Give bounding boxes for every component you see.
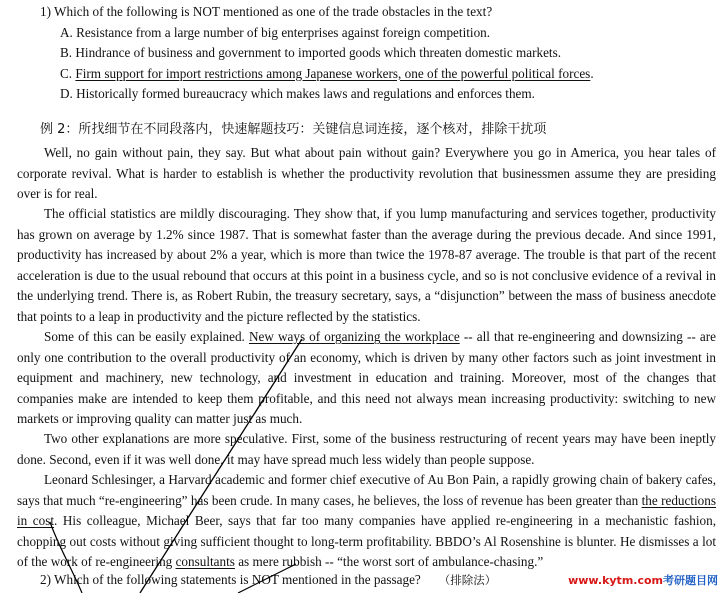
paragraph-5 [17, 470, 716, 573]
paragraph-3-rest: -- all that re-engineering and downsizing -- are only one contribution to the overall productivity of an economy, which is driven by many other factors such as joint investment in equipment and machinery, new technology, and investment in education and training. Moreover, most of the changes that companies make are intended to keep them profitable, and this need not always mean increasing productivity: switching to new markets or improving quality can matter just as much. [17, 329, 716, 427]
underlined-phrase-workplace: New ways of organizing the workplace [248, 329, 460, 344]
option-d: D. Historically formed bureaucracy which makes laws and regulations and enforces them. [60, 86, 535, 101]
example-heading: 例 2：所找细节在不同段落内，快速解题技巧：关键信息词连接，逐个核对，排除干扰项 [40, 122, 547, 137]
option-c-suffix: . [590, 65, 594, 81]
option-c [60, 64, 594, 85]
paragraph-4: Two other explanations are more speculative. First, some of the business restructuring of recent years may have been ineptly done. Second, even if it was well done, it may have spread much less widely than people suppose. [17, 431, 716, 467]
paragraph-3 [17, 327, 716, 430]
option-c-prefix: C. [60, 65, 76, 81]
paragraph-5-part-b: . His colleague, Michael Beer, says that far too many companies have applied re-engineering in a mechanistic fashion, chopping out costs without giving sufficient thought to long-term profitability. BBDO’s Al Rosenshine is blunter. He dismisses a lot of the work of re-engineering [17, 513, 716, 570]
paragraph-5-part-c: as mere rubbish -- “the worst sort of ambulance-chasing.” [234, 554, 544, 570]
question-1-stem: 1) Which of the following is NOT mentioned as one of the trade obstacles in the text? [40, 4, 493, 19]
underlined-word-consultants: consultants [175, 554, 235, 570]
question-2-hint: （排除法） [438, 573, 497, 587]
paragraph-2: The official statistics are mildly discouraging. They show that, if you lump manufacturing and services together, productivity has grown on average by 1.2% since 1987. That is somewhat faster than the average during the previous decade. And since 1991, productivity has increased by about 2% a year, which is more than twice the 1978-87 average. The trouble is that part of the recent acceleration is due to the usual rebound that occurs at this point in a business cycle, and so is not conclusive evidence of a revival in the underlying trend. There is, as Robert Rubin, the treasury secretary, says, a “disjunction” between the mass of business anecdote that points to a leap in productivity and the picture reflected by the statistics. [17, 206, 716, 324]
option-c-underlined: Firm support for import restrictions among Japanese workers, one of the powerful political forces [75, 65, 591, 81]
paragraph-1: Well, no gain without pain, they say. But what about pain without gain? Everywhere you go in America, you hear tales of corporate revival. What is harder to establish is whether the productivity revolution that businessmen assume they are presiding over is for real. [17, 145, 716, 202]
watermark-url: www.kytm.com [568, 574, 663, 587]
question-2-text: 2) Which of the following statements is NOT mentioned in the passage? [40, 572, 421, 587]
option-b: B. Hindrance of business and government to imported goods which threaten domestic markets. [60, 45, 562, 60]
watermark [568, 572, 718, 588]
underlined-phrase-reductions: the reductions in cost [17, 492, 717, 529]
option-a: A. Resistance from a large number of big enterprises against foreign competition. [60, 24, 491, 40]
question-2-stem [40, 570, 496, 590]
paragraph-5-part-a: Leonard Schlesinger, a Harvard academic and former chief executive of Au Bon Pain, a rapidly growing chain of bakery cafes, says that much “re-engineering” has been crude. In many cases, he believes, the loss of revenue has been greater than [17, 472, 716, 508]
watermark-brand: 考研题目网 [663, 574, 718, 587]
paragraph-3-lead: Some of this can be easily explained. [44, 329, 249, 344]
